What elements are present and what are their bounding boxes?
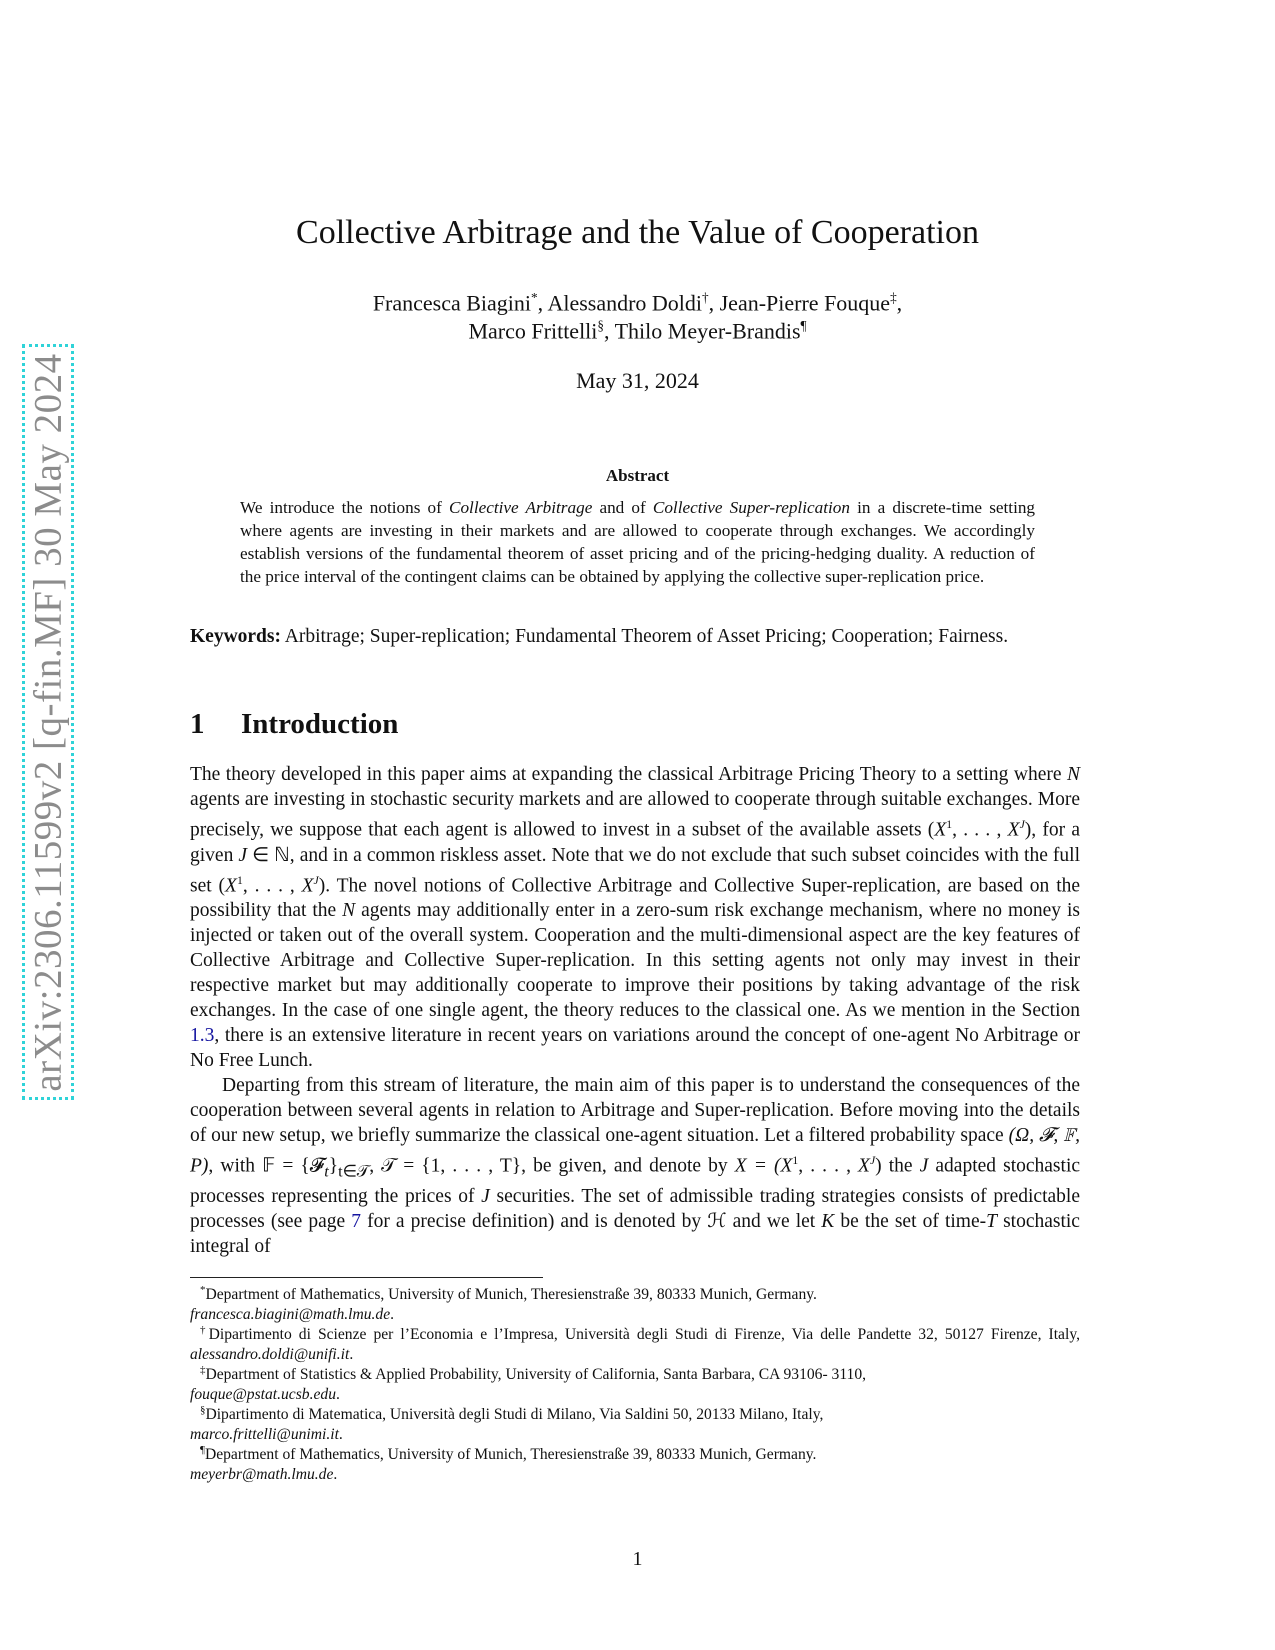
body-text [190,762,1080,1259]
keywords [190,624,1080,649]
footnote: *Department of Mathematics, University of Munich, Theresienstraße 39, 80333 Munich, Germany. francesca.biagini@math.lmu.de. [190,1283,817,1323]
footnote-email: fouque@pstat.ucsb.edu [190,1386,337,1403]
authors-line-1: Francesca Biagini*, Alessandro Doldi†, Jean-Pierre Fouque‡, [372,290,903,316]
paper-date: May 31, 2024 [576,368,699,393]
footnote-email: meyerbr@math.lmu.de [190,1466,334,1483]
paper-title: Collective Arbitrage and the Value of Cooperation [296,214,979,251]
footnote-mark: * [200,1283,206,1296]
footnote-mark: † [200,1323,209,1336]
keywords-text: Arbitrage; Super-replication; Fundamental Theorem of Asset Pricing; Cooperation; Fairness. [281,626,1009,647]
footnote: §Dipartimento di Matematica, Università degli Studi di Milano, Via Saldini 50, 20133 Milano, Italy, marco.frittelli@unimi.it. [190,1403,824,1443]
abstract-heading: Abstract [605,466,670,485]
footnote-mark: § [200,1403,206,1416]
section-heading [190,708,398,741]
footnote: ‡Department of Statistics & Applied Probability, University of California, Santa Barbara, CA 93106- 3110, fouque@pstat.ucsb.edu. [190,1363,867,1403]
authors-line-2: Marco Frittelli§, Thilo Meyer-Brandis¶ [468,318,807,344]
author-name: Alessandro Doldi [547,290,703,316]
arxiv-stamp [22,344,74,1100]
author-mark: † [702,290,709,305]
footnote-mark: ¶ [200,1443,205,1456]
footnote-email: francesca.biagini@math.lmu.de [190,1306,391,1323]
abstract-text: We introduce the notions of Collective Arbitrage and of Collective Super-replication in a discrete-time setting where agents are investing in their markets and are allowed to cooperate through exchanges. We accordingly establish versions of the fundamental theorem of asset pricing and of the pricing-hedging duality. A reduction of the price interval of the contingent claims can be obtained by applying the collective super-replication price. [240,498,1036,586]
footnote-rule [190,1277,543,1278]
page-number: 1 [632,1548,643,1570]
section-title: Introduction [241,708,399,740]
paragraph: The theory developed in this paper aims at expanding the classical Arbitrage Pricing Theory to a setting where N agents are investing in stochastic security markets and are allowed to cooperate through suitable exchanges. More precisely, we suppose that each agent is allowed to invest in a subset of the available assets ($X^1$, . . . , $X^J$), for a given J ∈ ℕ, and in a common riskless asset. Note that we do not exclude that such subset coincides with the full set ($X^1$, . . . , $X^J$). The novel notions of Collective Arbitrage and Collective Super-replication, are based on the possibility that the N agents may additionally enter in a zero-sum risk exchange mechanism, where no money is injected or taken out of the overall system. Cooperation and the multi-dimensional aspect are the key features of Collective Arbitrage and Collective Super-replication. In this setting agents not only may invest in their respective market but may additionally cooperate to improve their positions by taking advantage of the risk exchanges. In the case of one single agent, the theory reduces to the classical one. As we mention in the Section 1.3, there is an extensive literature in recent years on variations around the concept of one-agent No Arbitrage or No Free Lunch. [190,764,1081,1071]
arxiv-stamp-text: arXiv:2306.11599v2 [q-fin.MF] 30 May 2024 [26,352,70,1092]
author-name: Francesca Biagini [372,290,532,316]
author-name: Jean-Pierre Fouque [719,290,891,316]
author-mark: ¶ [800,318,807,333]
paragraph: Departing from this stream of literature, the main aim of this paper is to understand the consequences of the cooperation between several agents in relation to Arbitrage and Super-replication. Before moving into the details of our new setup, we briefly summarize the classical one-agent situation. Let a filtered probability space (Ω, 𝓕, 𝔽, P), with 𝔽 = $\{𝓕_t\}_{t\in 𝒯}$, 𝒯 = {1, . . . , T}, be given, and denote by $X = (X^1$, . . . , $X^J$) the J adapted stochastic processes representing the prices of J securities. The set of admissible trading strategies consists of predictable processes (see page 7 for a precise definition) and is denoted by ℋ and we let K be the set of time-T stochastic integral of [190,1075,1081,1258]
author-mark: ‡ [890,290,897,305]
author-name: Marco Frittelli [468,318,598,344]
author-mark: § [597,318,604,333]
footnote-email: marco.frittelli@unimi.it [190,1426,339,1443]
footnote: †Dipartimento di Scienze per l’Economia e l’Impresa, Università degli Studi di Firenze, Via delle Pandette 32, 50127 Firenze, Italy, alessandro.doldi@unifi.it. [190,1323,1080,1363]
footnote-mark: ‡ [200,1363,206,1376]
page-link[interactable]: 7 [351,1211,361,1233]
footnote-email: alessandro.doldi@unifi.it [190,1346,350,1363]
author-name: Thilo Meyer-Brandis [614,318,801,344]
section-link[interactable]: 1.3 [190,1025,215,1046]
author-mark: * [531,290,538,305]
footnote: ¶Department of Mathematics, University of Munich, Theresienstraße 39, 80333 Munich, Germany. meyerbr@math.lmu.de. [190,1443,817,1483]
section-number: 1 [190,708,205,740]
keywords-label: Keywords: [190,626,281,647]
